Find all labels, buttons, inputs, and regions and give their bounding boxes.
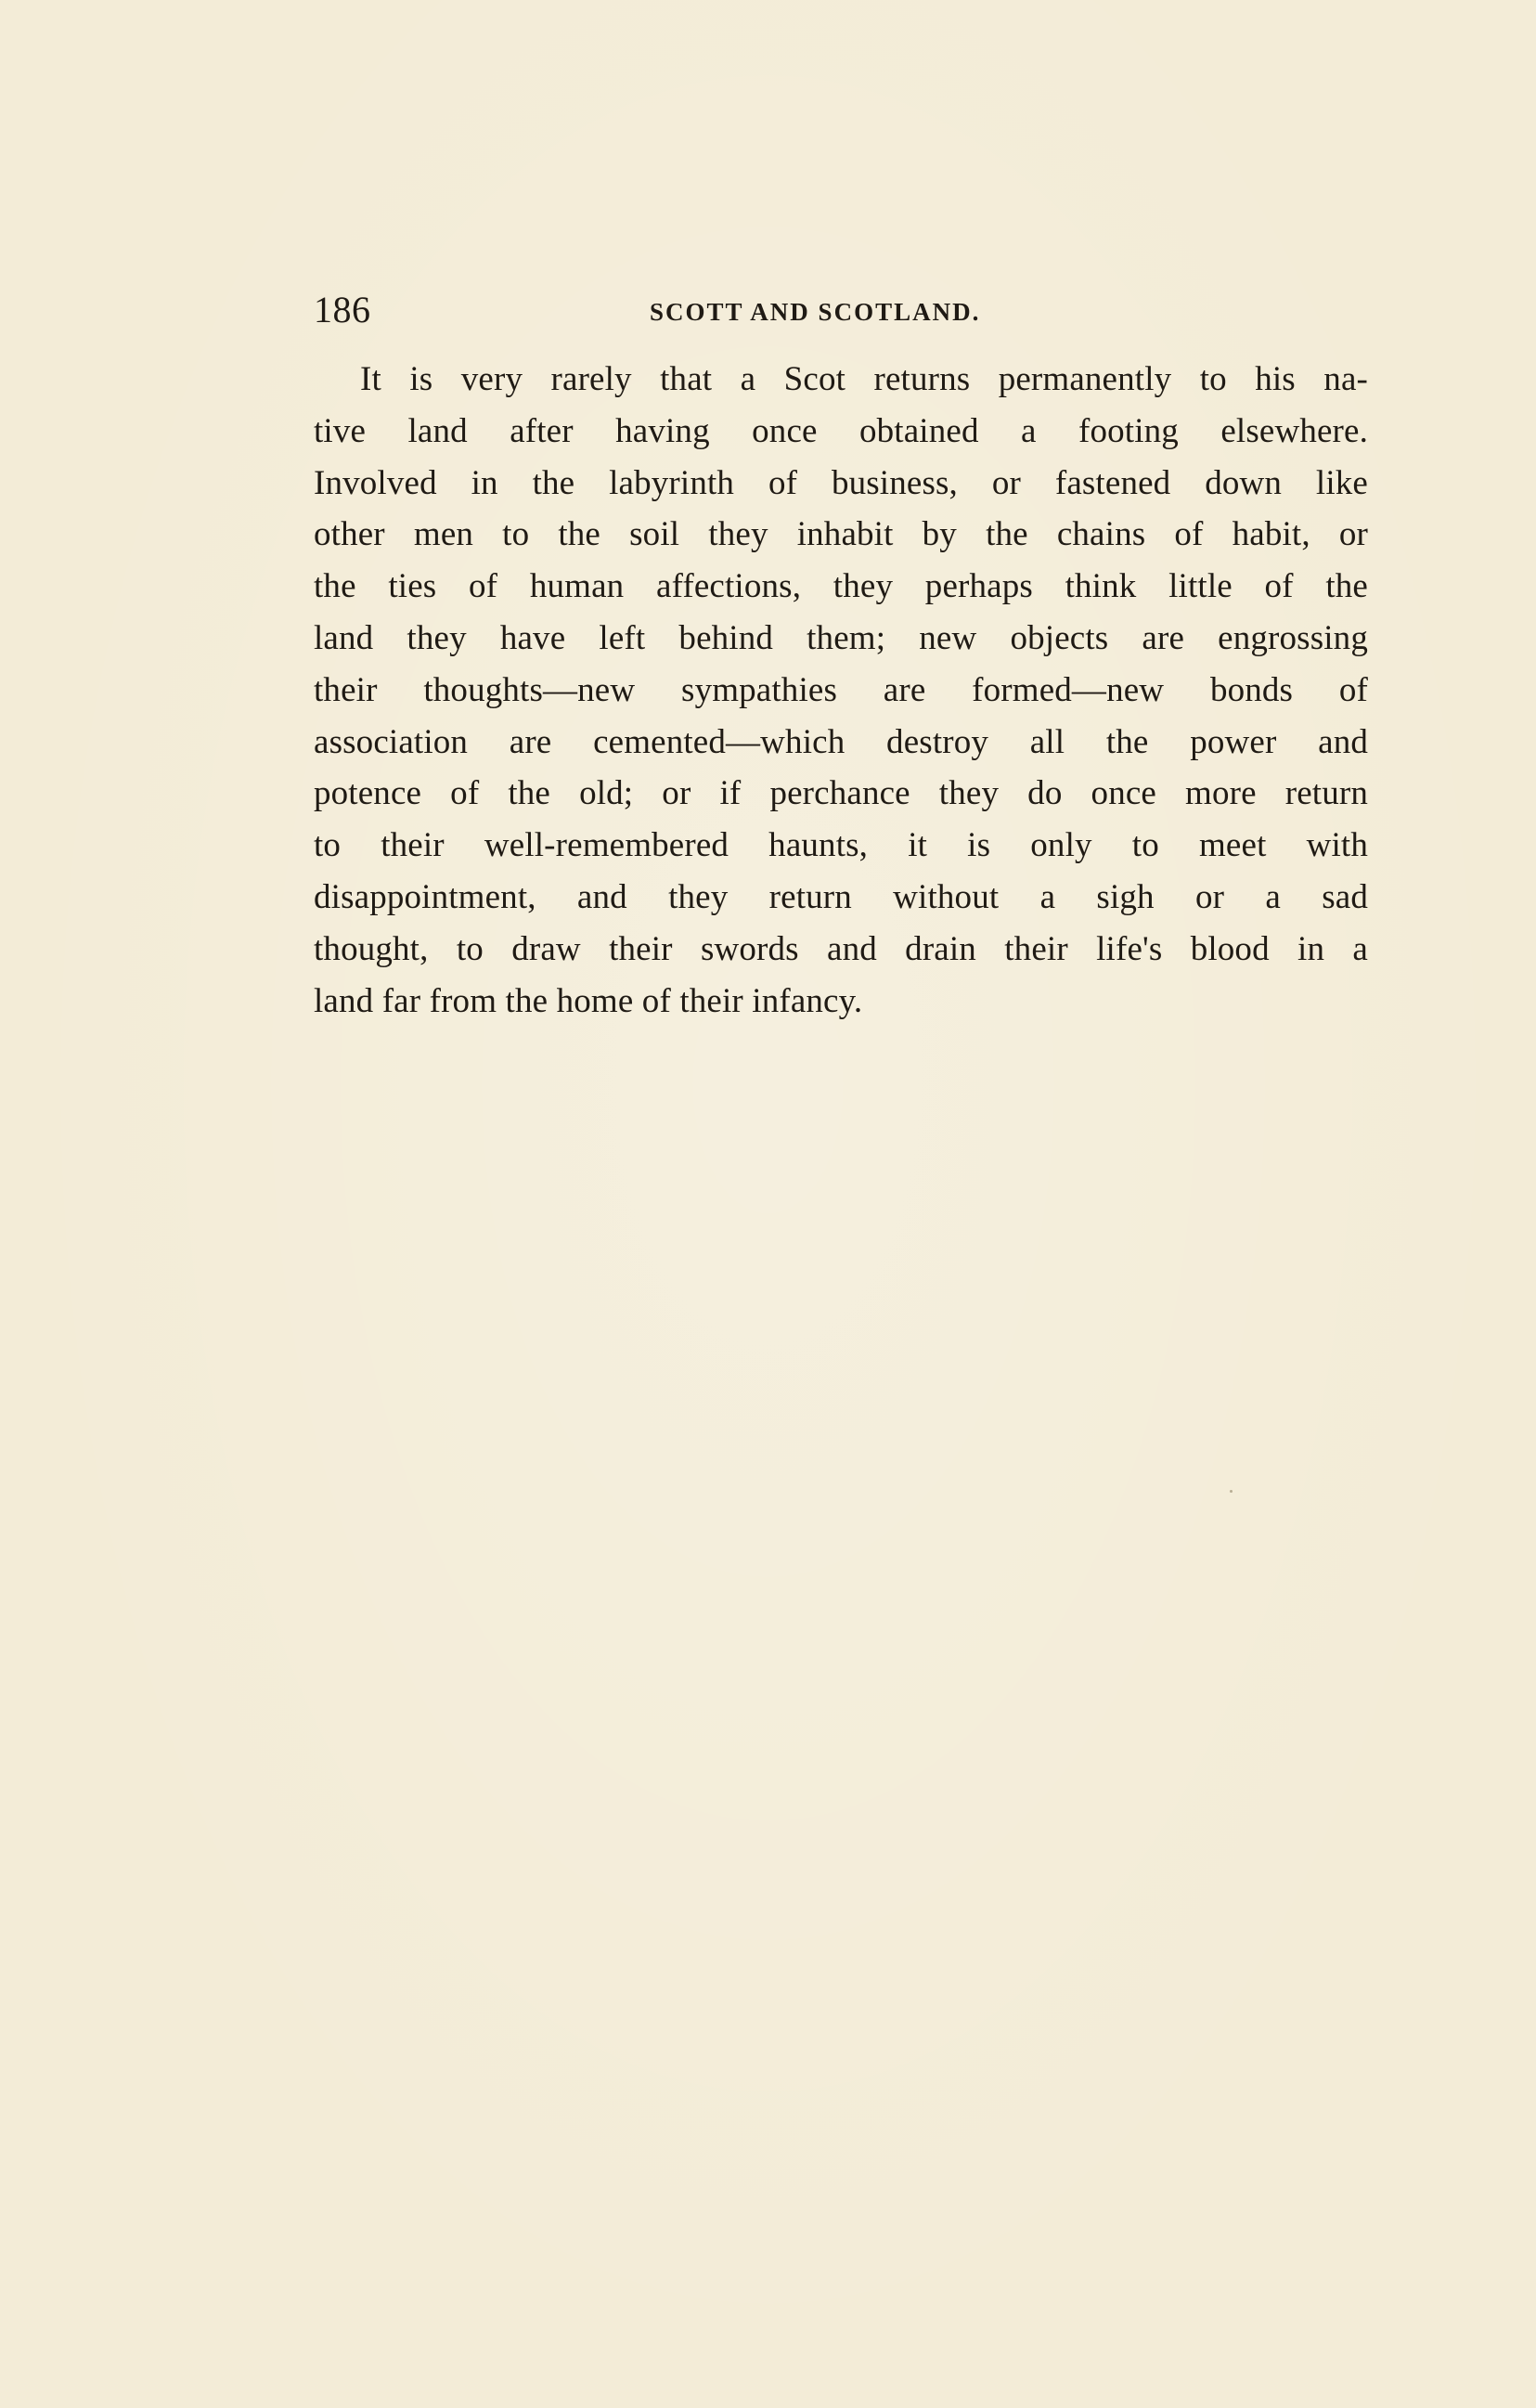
paragraph-line: the ties of human affections, they perhaps think little of the [314, 567, 1368, 606]
paragraph-line: thought, to draw their swords and drain their life's blood in a [314, 929, 1368, 968]
paragraph-line: association are cemented—which destroy all the power and [314, 722, 1368, 761]
paragraph [314, 354, 1368, 1027]
paragraph-line: disappointment, and they return without a sigh or a sad [314, 877, 1368, 916]
paragraph-line: tive land after having once obtained a footing elsewhere. [314, 411, 1368, 450]
paragraph-line: land they have left behind them; new objects are engrossing [314, 618, 1368, 657]
paragraph-line: Involved in the labyrinth of business, or fastened down like [314, 463, 1368, 502]
paragraph-line: to their well-remembered haunts, it is only to meet with [314, 826, 1368, 865]
paragraph-line: land far from the home of their infancy. [314, 981, 863, 1020]
running-title: SCOTT AND SCOTLAND. [650, 298, 981, 326]
paper-speck [1230, 1490, 1233, 1493]
paragraph-line: other men to the soil they inhabit by the chains of habit, or [314, 515, 1368, 554]
running-head [314, 290, 1372, 342]
page-number: 186 [314, 289, 371, 330]
paragraph-line: potence of the old; or if perchance they do once more return [314, 774, 1368, 813]
paragraph-line: their thoughts—new sympathies are formed—new bonds of [314, 670, 1368, 709]
paragraph-line: It is very rarely that a Scot returns permanently to his na- [360, 360, 1368, 398]
